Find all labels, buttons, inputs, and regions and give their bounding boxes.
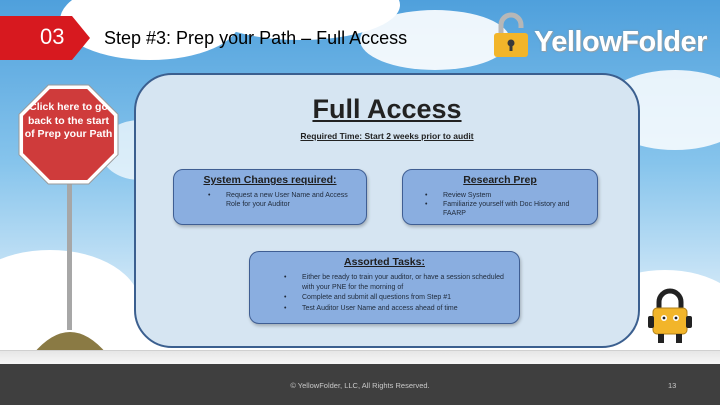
page-title: Full Access: [312, 94, 462, 124]
sign-post: [30, 180, 110, 355]
step-number: 03: [40, 24, 65, 49]
system-changes-list: [174, 191, 366, 209]
logo-text: YellowFolder: [534, 26, 707, 58]
research-prep-list: [403, 191, 597, 218]
research-prep-box: [402, 169, 598, 225]
list-item: • Either be ready to train your auditor, or have a session scheduled with your PNE for the morning of: [302, 273, 505, 293]
copyright-text: © YellowFolder, LLC, All Rights Reserved.: [290, 381, 430, 390]
back-to-start-link[interactable]: Click here to go back to the start of Prep your Path: [24, 101, 113, 141]
list-item: • Request a new User Name and Access Role for your Auditor: [226, 191, 350, 209]
required-time: Required Time: Start 2 weeks prior to audit: [300, 131, 474, 141]
list-item: • Review System: [443, 191, 587, 200]
assorted-tasks-list: [250, 273, 519, 314]
page-number: 13: [668, 381, 677, 390]
list-item: • Complete and submit all questions from Step #1: [302, 293, 505, 303]
system-changes-box: [173, 169, 367, 225]
ground-strip: [0, 350, 720, 364]
assorted-tasks-title: Assorted Tasks:: [344, 256, 425, 268]
assorted-tasks-box: [249, 251, 520, 324]
system-changes-title: System Changes required:: [203, 174, 337, 186]
step-title: Step #3: Prep your Path – Full Access: [104, 28, 408, 48]
research-prep-title: Research Prep: [463, 174, 537, 186]
lock-mascot-icon: [646, 288, 694, 346]
lock-icon: [493, 12, 529, 58]
list-item: • Test Auditor User Name and access ahead of time: [302, 304, 505, 314]
list-item: • Familiarize yourself with Doc History and FAARP: [443, 200, 587, 218]
